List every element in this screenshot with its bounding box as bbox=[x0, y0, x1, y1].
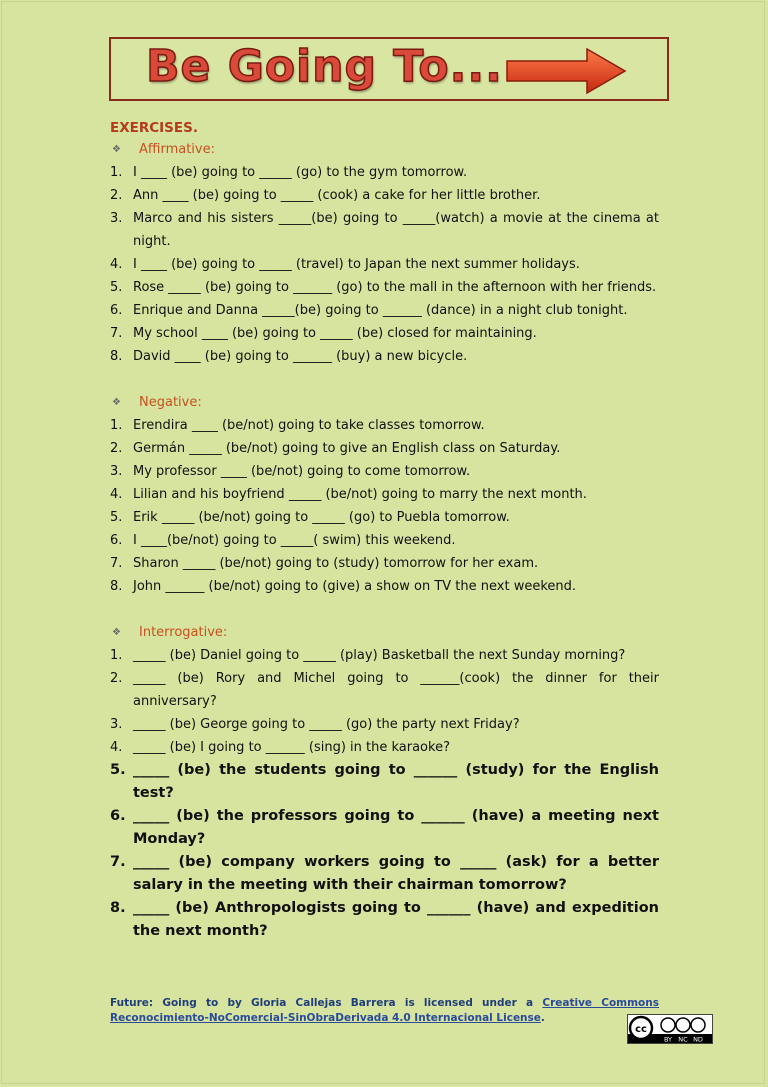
exercises-label: EXERCISES. bbox=[110, 120, 198, 136]
list-item: 5. _____ (be) the students going to ______ (study) for the English test? bbox=[110, 762, 659, 801]
list-item: 3. _____ (be) George going to _____ (go) the party next Friday? bbox=[110, 717, 520, 732]
list-item: 4. Lilian and his boyfriend _____ (be/not) going to marry the next month. bbox=[110, 487, 587, 502]
list-item: 8. David ____ (be) going to ______ (buy) a new bicycle. bbox=[110, 349, 468, 364]
svg-text:BY: BY bbox=[663, 1035, 673, 1043]
list-item: 6. I ____(be/not) going to _____( swim) this weekend. bbox=[110, 533, 456, 548]
right-arrow-icon bbox=[503, 45, 631, 97]
list-item: 3. My professor ____ (be/not) going to come tomorrow. bbox=[110, 464, 471, 479]
list-item: 1. I ____ (be) going to _____ (go) to the gym tomorrow. bbox=[110, 165, 468, 180]
list-item: 2. _____ (be) Rory and Michel going to ______(cook) the dinner for their anniversary? bbox=[110, 671, 659, 709]
list-item: 2. Germán _____ (be/not) going to give an English class on Saturday. bbox=[110, 441, 561, 456]
title-box bbox=[109, 37, 669, 101]
section-heading-negative: ❖ Negative: bbox=[110, 391, 659, 414]
section-heading-affirmative: ❖ Affirmative: bbox=[110, 138, 659, 161]
list-item: 8. John ______ (be/not) going to (give) a show on TV the next weekend. bbox=[110, 579, 577, 594]
page-title: Be Going To... bbox=[146, 41, 503, 92]
svg-text:NC: NC bbox=[678, 1035, 688, 1043]
list-item: 4. I ____ (be) going to _____ (travel) to Japan the next summer holidays. bbox=[110, 257, 580, 272]
creative-commons-icon[interactable] bbox=[627, 1014, 713, 1044]
svg-text:cc: cc bbox=[635, 1024, 647, 1035]
list-item: 7. Sharon _____ (be/not) going to (study) tomorrow for her exam. bbox=[110, 556, 539, 571]
list-item: 6. Enrique and Danna _____(be) going to ______ (dance) in a night club tonight. bbox=[110, 303, 628, 318]
list-item: 7. _____ (be) company workers going to _____ (ask) for a better salary in the meeting with their chairman tomorrow? bbox=[110, 854, 659, 893]
diamond-bullet-icon: ❖ bbox=[112, 627, 121, 638]
svg-text:ND: ND bbox=[693, 1035, 703, 1043]
list-item: 8. _____ (be) Anthropologists going to ______ (have) and expedition the next month? bbox=[110, 900, 659, 939]
list-item: 7. My school ____ (be) going to _____ (be) closed for maintaining. bbox=[110, 326, 537, 341]
list-item: 4. _____ (be) I going to ______ (sing) in the karaoke? bbox=[110, 740, 450, 755]
license-footer: Future: Going to by Gloria Callejas Barrera is licensed under a Creative Commons Reconocimiento-NoComercial-SinObraDerivada 4.0 Internacional License. bbox=[110, 997, 659, 1024]
diamond-bullet-icon: ❖ bbox=[112, 397, 121, 408]
diamond-bullet-icon: ❖ bbox=[112, 144, 121, 155]
cc-by-nc-nd-icon bbox=[628, 1015, 712, 1043]
list-item: 1. Erendira ____ (be/not) going to take classes tomorrow. bbox=[110, 418, 485, 433]
license-link[interactable]: Creative Commons Reconocimiento-NoComercial-SinObraDerivada 4.0 Internacional License bbox=[110, 997, 659, 1024]
list-item: 5. Erik _____ (be/not) going to _____ (go) to Puebla tomorrow. bbox=[110, 510, 510, 525]
list-item: 5. Rose _____ (be) going to ______ (go) to the mall in the afternoon with her friends. bbox=[110, 280, 657, 295]
list-item: 6. _____ (be) the professors going to ______ (have) a meeting next Monday? bbox=[110, 808, 659, 847]
exercise-content bbox=[110, 118, 659, 943]
list-item: 1. _____ (be) Daniel going to _____ (play) Basketball the next Sunday morning? bbox=[110, 648, 626, 663]
affirmative-list bbox=[110, 161, 659, 368]
negative-list bbox=[110, 414, 659, 598]
list-item: 2. Ann ____ (be) going to _____ (cook) a cake for her little brother. bbox=[110, 188, 541, 203]
list-item: 3. Marco and his sisters _____(be) going to _____(watch) a movie at the cinema at night. bbox=[110, 211, 659, 249]
interrogative-list bbox=[110, 644, 659, 943]
section-heading-interrogative: ❖ Interrogative: bbox=[110, 621, 659, 644]
